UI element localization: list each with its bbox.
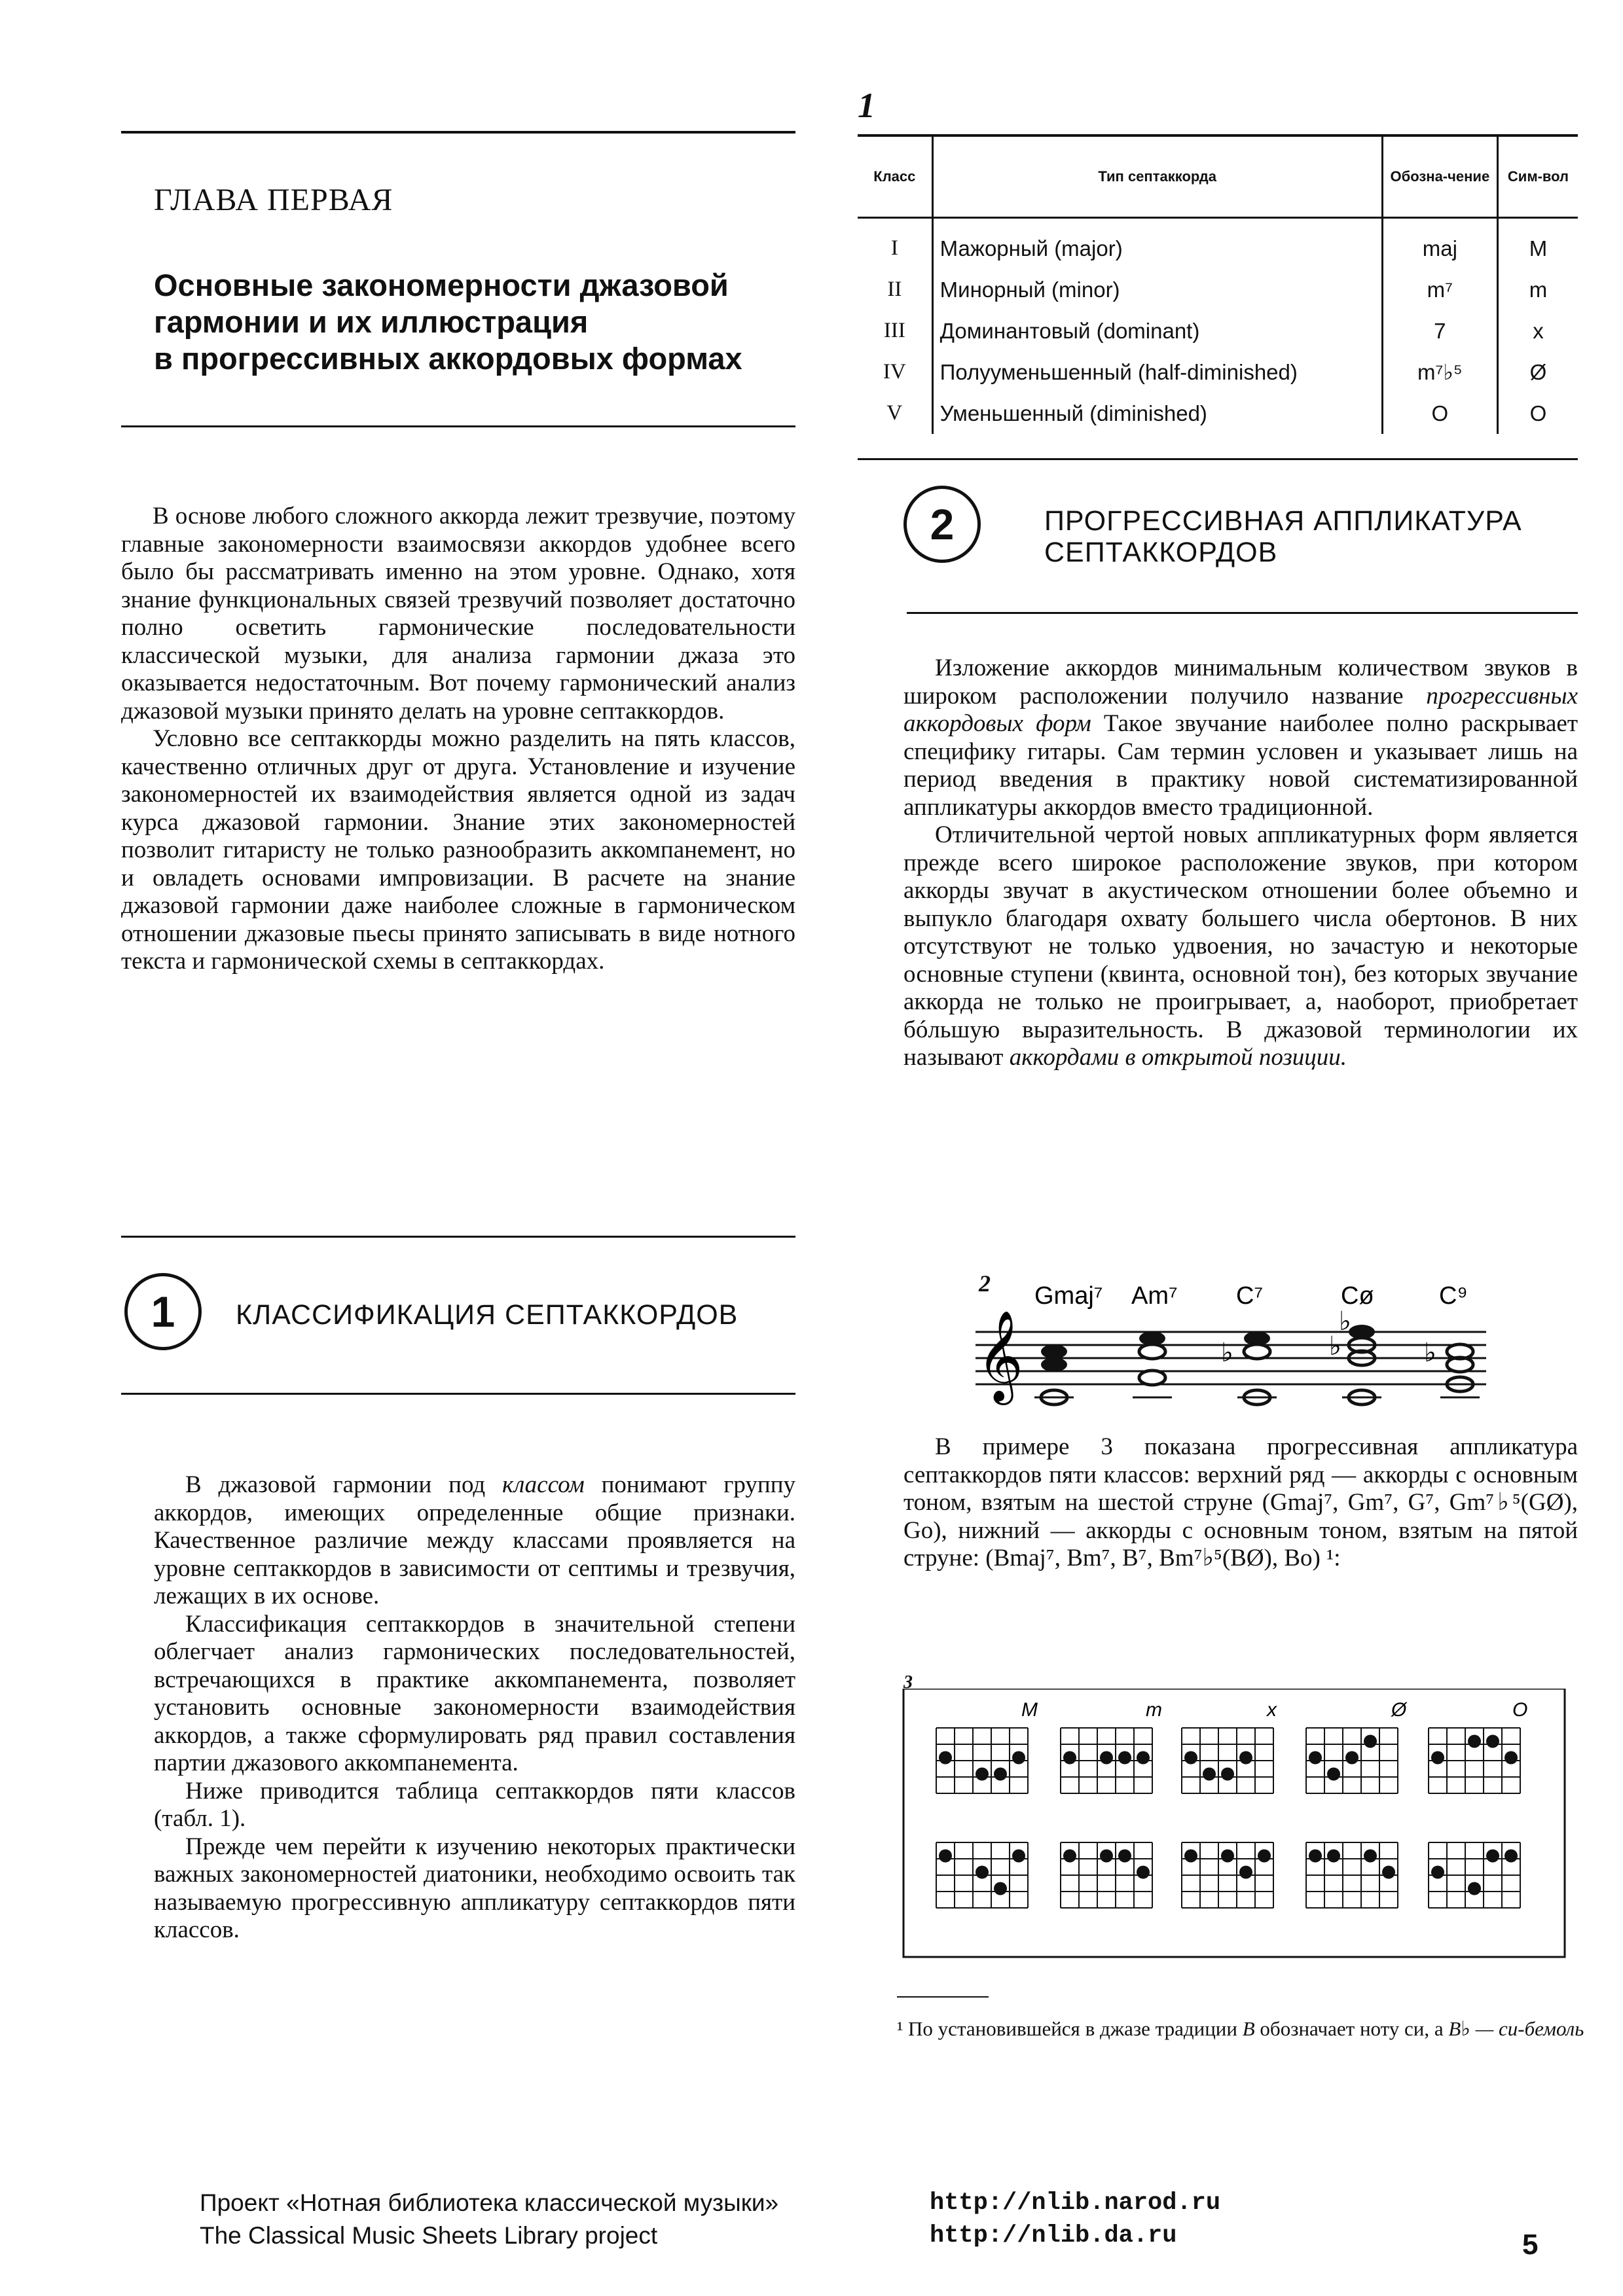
finger-dot	[1431, 1866, 1444, 1879]
svg-text:♭: ♭	[1339, 1306, 1351, 1336]
intro-text: В основе любого сложного аккорда лежит трезвучие, поэтому главные закономерности взаимосвязи аккордов удобнее всего было бы рассматривать именно на этом уровне. Однако, хотя знание функциональных связей трезвучий позволяет достаточно полно осветить гармонические последовательности классической музыки, для анализа гармонии джаза это оказывается недостаточным. Вот почему гармонический анализ джазовой музыки принято делать на уровне септаккордов. Условно все септаккорды можно разделить на пять классов, качественно отличных друг от друга. Установление и изучение закономерностей их взаимодействия является одной из задач курса джазовой гармонии. Знание этих закономерностей позволит гитаристу не только разнообразить аккомпанемент, но и овладеть основами импровизации. В расчете на знание джазовой гармонии даже наиболее сложные в гармоническом отношении джазовые пьесы принято записывать в виде нотного текста и гармонической схемы в септаккордах.	[121, 503, 795, 975]
chord-label: Cø	[1341, 1282, 1374, 1310]
finger-dot	[1221, 1768, 1234, 1781]
example2-staff	[962, 1270, 1499, 1420]
svg-text:♭: ♭	[1424, 1338, 1436, 1368]
finger-dot	[1239, 1751, 1252, 1765]
class-symbol: m	[1146, 1699, 1162, 1721]
finger-dot	[1012, 1850, 1025, 1863]
finger-dot	[1100, 1850, 1113, 1863]
finger-dot	[939, 1751, 952, 1765]
finger-dot	[994, 1882, 1007, 1895]
finger-dot	[939, 1850, 952, 1863]
finger-dot	[1184, 1850, 1197, 1863]
finger-dot	[1137, 1866, 1150, 1879]
chapter-label: ГЛАВА ПЕРВАЯ	[154, 183, 393, 217]
finger-dot	[1345, 1751, 1359, 1765]
example3-number: 3	[903, 1672, 913, 1693]
table-row: V Уменьшенный (diminished) O O	[858, 393, 1578, 434]
finger-dot	[1221, 1850, 1234, 1863]
svg-text:♭: ♭	[1329, 1331, 1341, 1361]
finger-dot	[1327, 1768, 1340, 1781]
finger-dot	[1364, 1850, 1377, 1863]
finger-dot	[1239, 1866, 1252, 1879]
finger-dot	[1258, 1850, 1271, 1863]
finger-dot	[1012, 1751, 1025, 1765]
page-number: 5	[1522, 2229, 1539, 2261]
class-symbol: O	[1512, 1699, 1528, 1721]
example3-fingering-grids	[897, 1689, 1571, 1964]
section1-text: В джазовой гармонии под классом понимают группу аккордов, имеющих определенные общие признаки. Качественное различие между классами проявляется на уровне септаккордов в зависимости от септимы и трезвучия, лежащих в их основе. Классификация септаккордов в значительной степени облегчает анализ гармонических последовательностей, встречающихся в практике аккомпанемента, позволяет установить основные закономерности взаимодействия аккордов, а также сформулировать ряд правил составления партии джазового аккомпанемента. Ниже приводится таблица септаккордов пяти классов (табл. 1). Прежде чем перейти к изучению некоторых практически важных закономерностей диатоники, необходимо освоить так называемую прогрессивную аппликатуру септаккордов пяти классов.	[154, 1471, 795, 1943]
table-header-symbol: Сим-вол	[1497, 135, 1578, 218]
example2-number: 2	[979, 1270, 991, 1297]
finger-dot	[1486, 1850, 1499, 1863]
table-header-class: Класс	[873, 168, 916, 185]
table-header-type: Тип септаккорда	[932, 135, 1382, 218]
footer-url-1[interactable]: http://nlib.narod.ru	[930, 2189, 1221, 2217]
chord-label: C⁷	[1236, 1282, 1264, 1310]
finger-dot	[1309, 1850, 1322, 1863]
finger-dot	[1504, 1751, 1518, 1765]
section2-number: 2	[903, 486, 981, 563]
table-row: III Доминантовый (dominant) 7 x	[858, 310, 1578, 351]
finger-dot	[1504, 1850, 1518, 1863]
footnote: ¹ По установившейся в джазе традиции B обозначает ноту си, а B♭ — си-бемоль	[897, 2017, 1584, 2040]
section1-rule-top	[121, 1236, 795, 1238]
finger-dot	[1364, 1735, 1377, 1748]
svg-text:♭: ♭	[1221, 1338, 1233, 1368]
footer-url-2[interactable]: http://nlib.da.ru	[930, 2222, 1177, 2250]
finger-dot	[1382, 1866, 1395, 1879]
class-symbol: M	[1021, 1699, 1038, 1721]
class-symbol: x	[1267, 1699, 1277, 1721]
footnote-rule	[897, 1996, 989, 1998]
finger-dot	[1118, 1850, 1131, 1863]
footer-project-en: The Classical Music Sheets Library project	[200, 2222, 658, 2249]
chord-notes	[1041, 1325, 1473, 1405]
chapter-rule	[121, 425, 795, 427]
table-row: I Мажорный (major) maj M	[858, 218, 1578, 270]
treble-clef-icon: 𝄞	[977, 1310, 1023, 1401]
finger-dot	[1468, 1735, 1481, 1748]
table-row: IV Полууменьшенный (half-diminished) m⁷♭⁵ Ø	[858, 351, 1578, 393]
finger-dot	[976, 1866, 989, 1879]
section2-rule	[907, 612, 1578, 614]
finger-dot	[976, 1768, 989, 1781]
finger-dot	[1118, 1751, 1131, 1765]
chord-class-table	[858, 134, 1578, 434]
section1-rule-bottom	[121, 1393, 795, 1395]
section2-text-2: В примере 3 показана прогрессивная аппликатура септаккордов пяти классов: верхний ряд — аккорды с основным тоном, взятым на шестой струне (Gmaj⁷, Gm⁷, G⁷, Gm⁷♭⁵(GØ), Go), нижний — аккорды с основным тоном, взятым на пятой струне: (Bmaj⁷, Bm⁷, B⁷, Bm⁷♭⁵(BØ), Bo) ¹:	[903, 1433, 1578, 1571]
table-header-notation: Обозна-чение	[1382, 135, 1497, 218]
finger-dot	[1431, 1751, 1444, 1765]
top-rule-left	[121, 131, 795, 134]
table-number: 1	[858, 86, 875, 125]
finger-dot	[1203, 1768, 1216, 1781]
finger-dot	[1137, 1751, 1150, 1765]
section2-title: ПРОГРЕССИВНАЯ АППЛИКАТУРА СЕПТАККОРДОВ	[1044, 505, 1522, 568]
chord-label: Gmaj⁷	[1034, 1282, 1103, 1310]
section1-title: КЛАССИФИКАЦИЯ СЕПТАККОРДОВ	[236, 1299, 739, 1331]
section2-text: Изложение аккордов минимальным количеством звуков в широком расположении получило название прогрессивных аккордовых форм Такое звучание наиболее полно раскрывает специфику гитары. Сам термин условен и указывает лишь на период введения в практику новой систематизированной аппликатуры аккордов вместо традиционной. Отличительной чертой новых аппликатурных форм является прежде всего широкое расположение звуков, при котором аккорды звучат в акустическом отношении более объемно и выпукло благодаря охвату большего числа обертонов. В них отсутствуют не только удвоения, но зачастую и некоторые основные ступени (квинта, основной тон), без которых звучание аккорда не только не проигрывает, а, наоборот, приобретает бóльшую выразительность. В джазовой терминологии их называют аккордами в открытой позиции.	[903, 655, 1578, 1071]
finger-dot	[1063, 1751, 1076, 1765]
chord-label: Am⁷	[1131, 1282, 1178, 1310]
finger-dot	[994, 1768, 1007, 1781]
chapter-subtitle: Основные закономерности джазовой гармонии и их иллюстрация в прогрессивных аккордовых формах	[154, 268, 742, 376]
table-header-row	[858, 135, 1578, 218]
finger-dot	[1327, 1850, 1340, 1863]
table-row: II Минорный (minor) m⁷ m	[858, 269, 1578, 310]
table-bottom-rule	[858, 458, 1578, 460]
finger-dot	[1486, 1735, 1499, 1748]
section1-number: 1	[124, 1273, 202, 1350]
footer-project-ru: Проект «Нотная библиотека классической музыки»	[200, 2189, 779, 2216]
finger-dot	[1468, 1882, 1481, 1895]
class-symbol: Ø	[1391, 1699, 1407, 1721]
finger-dot	[1063, 1850, 1076, 1863]
finger-dot	[1100, 1751, 1113, 1765]
chord-label: C⁹	[1439, 1282, 1468, 1310]
finger-dot	[1309, 1751, 1322, 1765]
finger-dot	[1184, 1751, 1197, 1765]
